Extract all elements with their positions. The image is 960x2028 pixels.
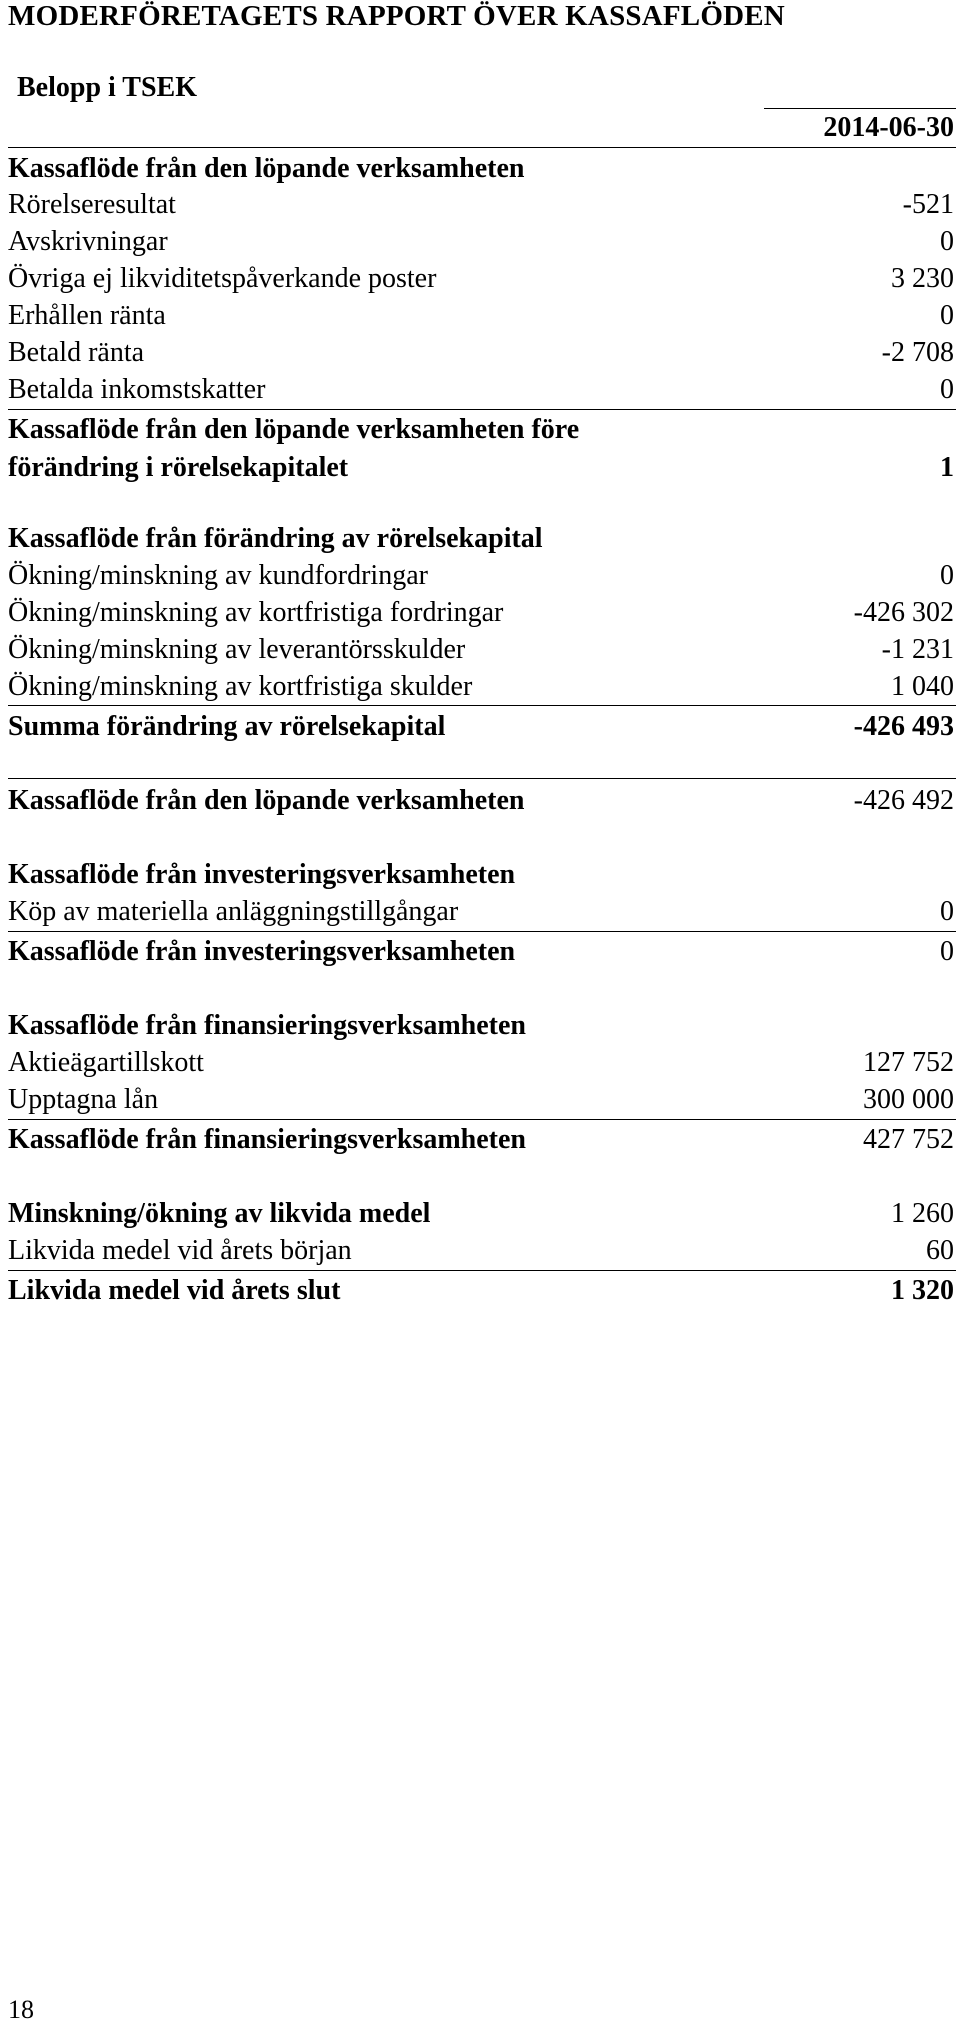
row-label: Ökning/minskning av kortfristiga fordringar — [8, 597, 504, 628]
header-rule — [8, 147, 956, 148]
row-label: Ökning/minskning av leverantörsskulder — [8, 634, 466, 665]
row-value: 127 752 — [863, 1047, 954, 1078]
subtotal-rule — [8, 931, 956, 932]
table-row — [8, 934, 954, 970]
period-date: 2014-06-30 — [823, 112, 954, 143]
row-label: Ökning/minskning av kundfordringar — [8, 560, 428, 591]
row-value: 0 — [940, 300, 954, 331]
table-row — [8, 261, 954, 297]
row-value: 60 — [926, 1235, 954, 1266]
table-row — [8, 1196, 954, 1232]
row-value: -426 493 — [853, 711, 954, 742]
section-rule — [8, 778, 956, 779]
row-value: 300 000 — [863, 1084, 954, 1115]
table-row — [8, 151, 954, 187]
row-label: Betalda inkomstskatter — [8, 374, 266, 405]
table-row — [8, 857, 954, 893]
row-label: Ökning/minskning av kortfristiga skulder — [8, 671, 473, 702]
table-row — [8, 1122, 954, 1158]
table-row — [8, 1008, 954, 1044]
table-row — [8, 632, 954, 668]
row-label: Erhållen ränta — [8, 300, 166, 331]
row-value: 0 — [940, 560, 954, 591]
table-row — [8, 224, 954, 260]
row-label: Övriga ej likviditetspåverkande poster — [8, 263, 437, 294]
unit-label: Belopp i TSEK — [17, 72, 198, 103]
table-row — [8, 783, 954, 819]
table-row — [8, 412, 954, 448]
total-rule — [8, 1270, 956, 1271]
row-value: 0 — [940, 226, 954, 257]
row-value: 1 040 — [891, 671, 954, 702]
page-number: 18 — [8, 1995, 34, 2024]
row-value: -426 492 — [853, 785, 954, 816]
row-label: Likvida medel vid årets början — [8, 1235, 352, 1266]
row-label: Likvida medel vid årets slut — [8, 1275, 341, 1306]
row-label: Kassaflöde från den löpande verksamheten — [8, 153, 525, 184]
row-label: förändring i rörelsekapitalet — [8, 452, 349, 483]
header-divider — [764, 108, 956, 109]
row-label: Upptagna lån — [8, 1084, 159, 1115]
table-row — [8, 894, 954, 930]
table-row — [8, 521, 954, 557]
table-row — [8, 298, 954, 334]
row-value: -426 302 — [853, 597, 954, 628]
row-value: -2 708 — [881, 337, 954, 368]
row-label: Kassaflöde från investeringsverksamheten — [8, 859, 516, 890]
row-value: -521 — [902, 189, 954, 220]
table-row — [8, 595, 954, 631]
row-label: Aktieägartillskott — [8, 1047, 204, 1078]
row-label: Kassaflöde från finansieringsverksamheten — [8, 1010, 526, 1041]
row-value: 0 — [940, 936, 954, 967]
table-row — [8, 187, 954, 223]
subtotal-rule — [8, 409, 956, 410]
row-value: 427 752 — [863, 1124, 954, 1155]
row-label: Kassaflöde från investeringsverksamheten — [8, 936, 516, 967]
row-label: Köp av materiella anläggningstillgångar — [8, 896, 459, 927]
report-title: MODERFÖRETAGETS RAPPORT ÖVER KASSAFLÖDEN — [8, 0, 785, 32]
table-row — [8, 1233, 954, 1269]
row-value: 0 — [940, 896, 954, 927]
row-label: Summa förändring av rörelsekapital — [8, 711, 446, 742]
row-label: Avskrivningar — [8, 226, 168, 257]
row-label: Kassaflöde från finansieringsverksamheten — [8, 1124, 526, 1155]
row-value: 3 230 — [891, 263, 954, 294]
row-label: Kassaflöde från den löpande verksamheten före — [8, 414, 580, 445]
row-value: -1 231 — [881, 634, 954, 665]
row-label: Kassaflöde från den löpande verksamheten — [8, 785, 525, 816]
row-value: 1 — [940, 452, 954, 483]
row-label: Betald ränta — [8, 337, 145, 368]
table-row — [8, 1273, 954, 1309]
table-row — [8, 1045, 954, 1081]
table-row — [8, 372, 954, 408]
row-value: 0 — [940, 374, 954, 405]
subtotal-rule — [8, 1119, 956, 1120]
row-label: Minskning/ökning av likvida medel — [8, 1198, 431, 1229]
row-value: 1 320 — [891, 1275, 954, 1306]
table-row — [8, 558, 954, 594]
row-label: Rörelseresultat — [8, 189, 176, 220]
row-label: Kassaflöde från förändring av rörelsekapital — [8, 523, 543, 554]
table-row — [8, 450, 954, 486]
subtotal-rule — [8, 705, 956, 706]
table-row — [8, 1082, 954, 1118]
row-value: 1 260 — [891, 1198, 954, 1229]
table-row — [8, 669, 954, 705]
table-row — [8, 335, 954, 371]
table-row — [8, 709, 954, 745]
